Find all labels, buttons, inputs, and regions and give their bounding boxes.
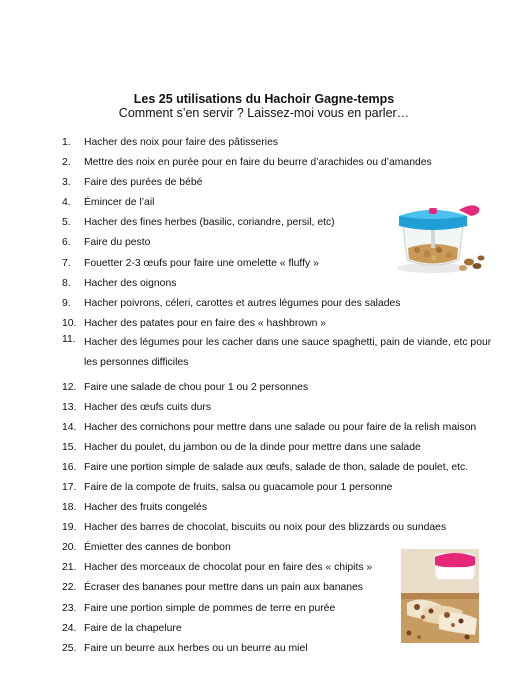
list-item: 9. Hacher poivrons, céleri, carottes et autres légumes pour des salades <box>62 297 401 309</box>
list-item: 6. Faire du pesto <box>62 237 151 249</box>
list-item: 1. Hacher des noix pour faire des pâtisseries <box>62 137 279 148</box>
list-item: 21. Hacher des morceaux de chocolat pour en faire des « chipits » <box>62 562 373 574</box>
food-photo-image <box>401 549 479 643</box>
document-subtitle: Comment s’en servir ? Laissez-moi vous en parler… <box>118 106 410 120</box>
list-item: 25. Faire un beurre aux herbes ou un beurre au miel <box>62 642 308 654</box>
list-item: 8. Hacher des oignons <box>62 277 177 289</box>
list-item: 17. Faire de la compote de fruits, salsa ou guacamole pour 1 personne <box>62 482 393 493</box>
list-item: 23. Faire une portion simple de pommes de terre en purée <box>62 602 336 614</box>
list-item: 18. Hacher des fruits congelés <box>62 502 208 514</box>
list-item: 5. Hacher des fines herbes (basilic, coriandre, persil, etc) <box>62 217 335 229</box>
list-item: 19. Hacher des barres de chocolat, biscuits ou noix pour des blizzards ou sundaes <box>62 522 447 534</box>
list-item: 3. Faire des purées de bébé <box>62 177 203 189</box>
list-item: 10. Hacher des patates pour en faire des « hashbrown » <box>62 317 327 329</box>
list-item: 16. Faire une portion simple de salade aux œufs, salade de thon, salade de poulet, etc. <box>62 461 469 473</box>
list-item: 4. Émincer de l’ail <box>62 197 155 209</box>
list-item: 2. Mettre des noix en purée pour en faire du beurre d’arachides ou d’amandes <box>62 157 432 169</box>
list-item: 12. Faire une salade de chou pour 1 ou 2 personnes <box>62 381 309 393</box>
list-item: 15. Hacher du poulet, du jambon ou de la dinde pour mettre dans une salade <box>62 441 421 453</box>
list-item: 24. Faire de la chapelure <box>62 622 182 634</box>
list-item: 11. Hacher des légumes pour les cacher dans une sauce spaghetti, pain de viande, etc pour les personnes difficiles <box>62 334 492 369</box>
list-item: 14. Hacher des cornichons pour mettre dans une salade ou pour faire de la relish maison <box>62 421 477 433</box>
list-item: 7. Fouetter 2-3 œufs pour faire une omelette « fluffy » <box>62 257 319 269</box>
list-item: 13. Hacher des œufs cuits durs <box>62 401 212 413</box>
document-title: Les 25 utilisations du Hachoir Gagne-temps <box>133 92 395 106</box>
chopper-product-image <box>389 192 487 276</box>
list-item: 22. Écraser des bananes pour mettre dans un pain aux bananes <box>62 582 363 594</box>
list-item: 20. Émietter des cannes de bonbon <box>62 542 231 554</box>
